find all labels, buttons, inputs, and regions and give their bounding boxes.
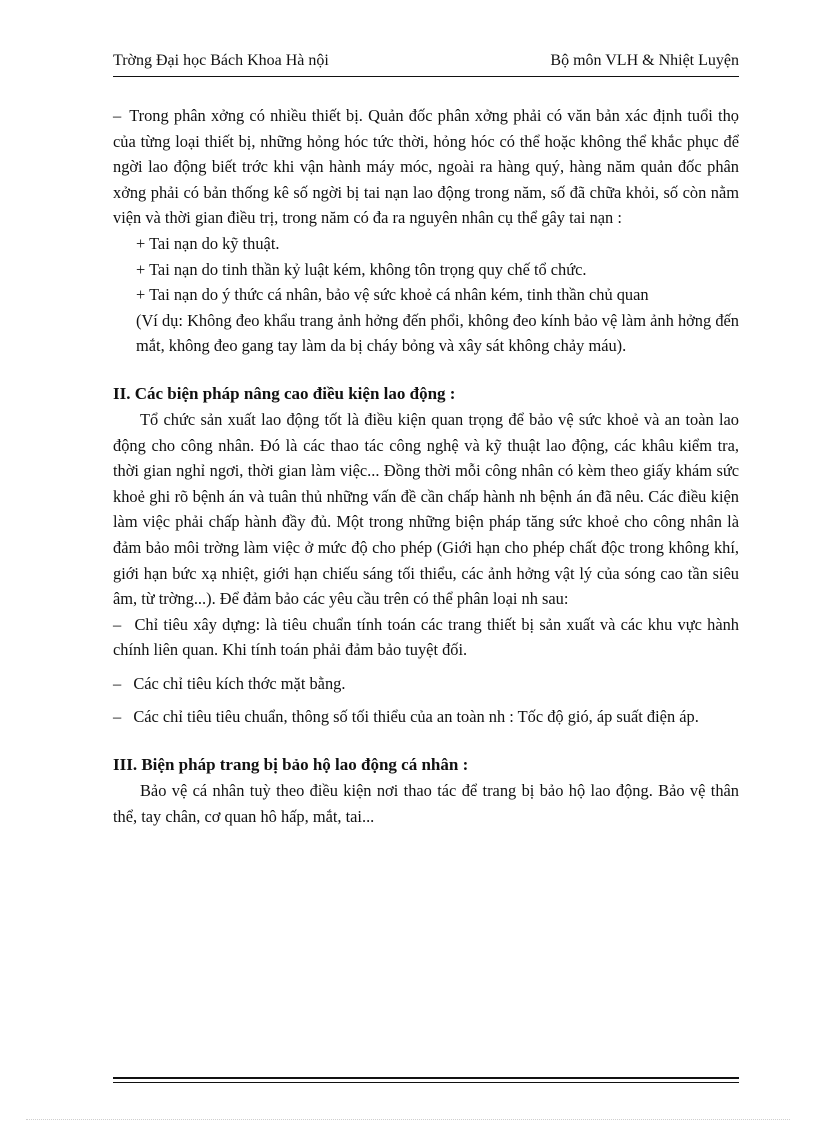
dash-bullet: – — [113, 673, 122, 693]
list-item-continuation: (Ví dụ: Không đeo khẩu trang ảnh hởng đến phổi, không đeo kính bảo vệ làm ảnh hởng đến mắt, không đeo gang tay làm da bị cháy bỏng và xây sát không chảy máu). — [136, 310, 739, 356]
footer-line-thin — [113, 1082, 739, 1083]
list-item — [113, 282, 739, 308]
document-body — [113, 103, 739, 829]
footer-rule — [113, 1077, 739, 1083]
list-item-text: Tai nạn do kỹ thuật. — [149, 233, 280, 253]
dash-item — [113, 612, 739, 663]
page-edge-divider — [26, 1119, 790, 1120]
dash-item — [113, 704, 739, 730]
list-item — [113, 231, 739, 257]
section3-paragraph: Bảo vệ cá nhân tuỳ theo điều kiện nơi thao tác để trang bị bảo hộ lao động. Bảo vệ thân thể, tay chân, cơ quan hô hấp, mắt, tai... — [113, 781, 739, 826]
header-institution: Trờng Đại học Bách Khoa Hà nội — [113, 52, 329, 69]
plus-bullet: + — [136, 233, 146, 253]
plus-bullet: + — [136, 259, 146, 279]
list-item — [113, 257, 739, 283]
plus-bullet: + — [136, 285, 146, 305]
section3-heading: III. Biện pháp trang bị bảo hộ lao động cá nhân : — [113, 755, 469, 775]
dash-bullet: – — [113, 707, 122, 727]
section2-heading: II. Các biện pháp nâng cao điều kiện lao động : — [113, 383, 456, 403]
page-header — [113, 50, 739, 77]
list-item-text: Tai nạn do ý thức cá nhân, bảo vệ sức khoẻ cá nhân kém, tinh thần chủ quan — [149, 285, 649, 305]
dash-item — [113, 671, 739, 697]
list-item-text: Tai nạn do tinh thần kỷ luật kém, không tôn trọng quy chế tổ chức. — [149, 259, 587, 279]
header-department: Bộ môn VLH & Nhiệt Luyện — [550, 52, 739, 69]
section1-paragraph — [113, 103, 739, 231]
footer-line-thick — [113, 1077, 739, 1079]
dash-item-text: Các chỉ tiêu tiêu chuẩn, thông số tối thiểu của an toàn nh : Tốc độ gió, áp suất điện áp. — [133, 707, 699, 727]
dash-item-text: Chỉ tiêu xây dựng: là tiêu chuẩn tính toán các trang thiết bị sản xuất và các khu vực hành chính liên quan. Khi tính toán phải đảm bảo tuyệt đối. — [113, 614, 739, 660]
section1-text: Trong phân xởng có nhiều thiết bị. Quản đốc phân xởng phải có văn bản xác định tuổi thọ của từng loại thiết bị, những hỏng hóc tức thời, hỏng hóc có thể hoặc không thể khắc phục để ngời lao động biết trớc khi vận hành máy móc, ngoài ra hàng quý, hàng năm quản đốc phân xởng phải có bản thống kê số ngời bị tai nạn lao động trong năm, số đã chữa khỏi, số còn nằm viện và thời gian điều trị, trong năm có đa ra nguyên nhân cụ thể gây tai nạn : — [113, 106, 739, 228]
dash-bullet: – — [113, 106, 122, 125]
dash-bullet: – — [113, 614, 122, 634]
dash-item-text: Các chỉ tiêu kích thớc mặt bằng. — [133, 673, 346, 693]
section2-paragraph: Tổ chức sản xuất lao động tốt là điều kiện quan trọng để bảo vệ sức khoẻ và an toàn lao động cho công nhân. Đó là các thao tác công nghệ và kỹ thuật lao động, các khâu kiểm tra, thời gian nghỉ ngơi, thời gian làm việc... Đồng thời mỗi công nhân có kèm theo giấy khám sức khoẻ ghi rõ bệnh án và tuân thủ những vấn đề cần chấp hành nh bệnh án đã nêu. Các điều kiện làm việc phải chấp hành đầy đủ. Một trong những biện pháp tăng sức khoẻ cho công nhân là đảm bảo môi trờng làm việc ở mức độ cho phép (Giới hạn cho phép chất độc trong không khí, giới hạn bức xạ nhiệt, giới hạn chiếu sáng tối thiểu, các ảnh hởng vật lý của sóng cao tần siêu âm, từ trờng...). Để đảm bảo các yêu cầu trên có thể phân loại nh sau: — [113, 409, 739, 609]
